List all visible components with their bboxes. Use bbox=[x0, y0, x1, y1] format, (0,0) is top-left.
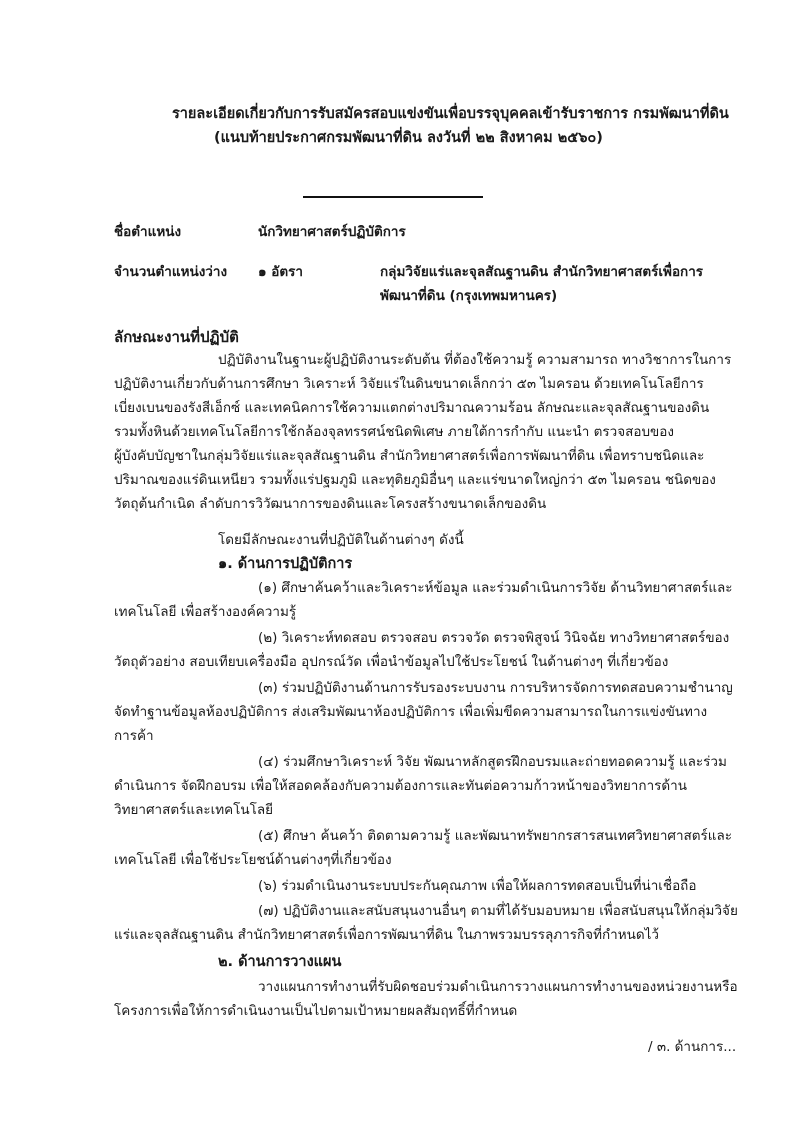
section-1-item-5-cont: เทคโนโลยี เพื่อใช้ประโยชน์ด้านต่างๆที่เกี่ยวข้อง bbox=[114, 852, 392, 868]
vacancy-count: ๑ อัตรา bbox=[258, 264, 303, 280]
section-1-heading: ๑. ด้านการปฏิบัติการ bbox=[218, 556, 353, 572]
section-1-item-4-cont: ดำเนินการ จัดฝึกอบรม เพื่อให้สอดคล้องกับความต้องการและทันต่อความก้าวหน้าของวิทยาการด้าน bbox=[114, 778, 687, 794]
duties-sub-intro: โดยมีลักษณะงานที่ปฏิบัติในด้านต่างๆ ดังนี้ bbox=[218, 532, 464, 548]
section-1-item-4-cont: วิทยาศาสตร์และเทคโนโลยี bbox=[114, 802, 274, 818]
unit-line-1: กลุ่มวิจัยแร่และจุลสัณฐานดิน สำนักวิทยาศาสตร์เพื่อการ bbox=[380, 264, 704, 280]
vacancy-label: จำนวนตำแหน่งว่าง bbox=[114, 264, 228, 280]
section-1-item-2: (๒) วิเคราะห์ทดสอบ ตรวจสอบ ตรวจวัด ตรวจพิสูจน์ วินิจฉัย ทางวิทยาศาสตร์ของ bbox=[258, 630, 730, 646]
section-1-item-3-cont: การค้า bbox=[114, 728, 154, 744]
duties-intro-line: เบี่ยงเบนของรังสีเอ็กซ์ และเทคนิคการใช้ความแตกต่างปริมาณความร้อน ลักษณะและจุลสัณฐานของดิน bbox=[114, 400, 710, 416]
page-continuation: / ๓. ด้านการ... bbox=[648, 1039, 737, 1055]
duties-intro-line: ผู้บังคับบัญชาในกลุ่มวิจัยแร่และจุลสัณฐานดิน สำนักวิทยาศาสตร์เพื่อการพัฒนาที่ดิน เพื่อทราบชนิดและ bbox=[114, 448, 705, 464]
section-1-item-6: (๖) ร่วมดำเนินงานระบบประกันคุณภาพ เพื่อให้ผลการทดสอบเป็นที่น่าเชื่อถือ bbox=[258, 878, 697, 894]
section-1-item-7: (๗) ปฏิบัติงานและสนับสนุนงานอื่นๆ ตามที่ได้รับมอบหมาย เพื่อสนับสนุนให้กลุ่มวิจัย bbox=[258, 903, 738, 919]
section-1-item-3-cont: จัดทำฐานข้อมูลห้องปฏิบัติการ ส่งเสริมพัฒนาห้องปฏิบัติการ เพื่อเพิ่มขีดความสามารถในการแข่งขันทาง bbox=[114, 704, 708, 720]
section-1-item-3: (๓) ร่วมปฏิบัติงานด้านการรับรองระบบงาน การบริหารจัดการทดสอบความชำนาญ bbox=[258, 680, 733, 696]
position-name-value: นักวิทยาศาสตร์ปฏิบัติการ bbox=[258, 224, 406, 240]
duties-intro-line: วัตถุต้นกำเนิด ลำดับการวิวัฒนาการของดินและโครงสร้างขนาดเล็กของดิน bbox=[114, 496, 547, 512]
duties-intro-line: รวมทั้งหินด้วยเทคโนโลยีการใช้กล้องจุลทรรศน์ชนิดพิเศษ ภายใต้การกำกับ แนะนำ ตรวจสอบของ bbox=[114, 424, 674, 440]
duties-heading: ลักษณะงานที่ปฏิบัติ bbox=[114, 328, 239, 346]
section-1-item-4: (๔) ร่วมศึกษาวิเคราะห์ วิจัย พัฒนาหลักสูตรฝึกอบรมและถ่ายทอดความรู้ และร่วม bbox=[258, 754, 727, 770]
section-1-item-7-cont: แร่และจุลสัณฐานดิน สำนักวิทยาศาสตร์เพื่อการพัฒนาที่ดิน ในภาพรวมบรรลุภารกิจที่กำหนดไว้ bbox=[114, 927, 659, 943]
section-1-item-5: (๕) ศึกษา ค้นคว้า ติดตามความรู้ และพัฒนาทรัพยากรสารสนเทศวิทยาศาสตร์และ bbox=[258, 828, 733, 844]
section-1-item-1-cont: เทคโนโลยี เพื่อสร้างองค์ความรู้ bbox=[114, 604, 297, 620]
title-underline bbox=[303, 196, 483, 198]
duties-intro-line: ปริมาณของแร่ดินเหนียว รวมทั้งแร่ปฐมภูมิ และทุติยภูมิอื่นๆ และแร่ขนาดใหญ่กว่า ๕๓ ไมครอน ชนิดของ bbox=[114, 472, 716, 488]
duties-intro-line: ปฏิบัติงานในฐานะผู้ปฏิบัติงานระดับต้น ที่ต้องใช้ความรู้ ความสามารถ ทางวิชาการในการ bbox=[218, 352, 732, 368]
unit-line-2: พัฒนาที่ดิน (กรุงเทพมหานคร) bbox=[380, 288, 558, 304]
section-2-text-cont: โครงการเพื่อให้การดำเนินงานเป็นไปตามเป้าหมายผลสัมฤทธิ์ที่กำหนด bbox=[114, 1003, 518, 1019]
duties-intro-line: ปฏิบัติงานเกี่ยวกับด้านการศึกษา วิเคราะห์ วิจัยแร่ในดินขนาดเล็กกว่า ๕๓ ไมครอน ด้วยเทคโนโลยีการ bbox=[114, 376, 704, 392]
section-1-item-2-cont: วัตถุตัวอย่าง สอบเทียบเครื่องมือ อุปกรณ์วัด เพื่อนำข้อมูลไปใช้ประโยชน์ ในด้านต่างๆ ที่เกี่ยวข้อง bbox=[114, 654, 669, 670]
section-1-item-1: (๑) ศึกษาค้นคว้าและวิเคราะห์ข้อมูล และร่วมดำเนินการวิจัย ด้านวิทยาศาสตร์และ bbox=[258, 580, 733, 596]
position-name-label: ชื่อตำแหน่ง bbox=[114, 224, 182, 240]
section-2-text: วางแผนการทำงานที่รับผิดชอบร่วมดำเนินการวางแผนการทำงานของหน่วยงานหรือ bbox=[258, 979, 738, 995]
document-title: รายละเอียดเกี่ยวกับการรับสมัครสอบแข่งขันเพื่อบรรจุบุคคลเข้ารับราชการ กรมพัฒนาที่ดิน bbox=[172, 106, 729, 122]
section-2-heading: ๒. ด้านการวางแผน bbox=[218, 954, 342, 970]
document-subtitle: (แนบท้ายประกาศกรมพัฒนาที่ดิน ลงวันที่ ๒๒ สิงหาคม ๒๕๖๐) bbox=[214, 130, 603, 146]
